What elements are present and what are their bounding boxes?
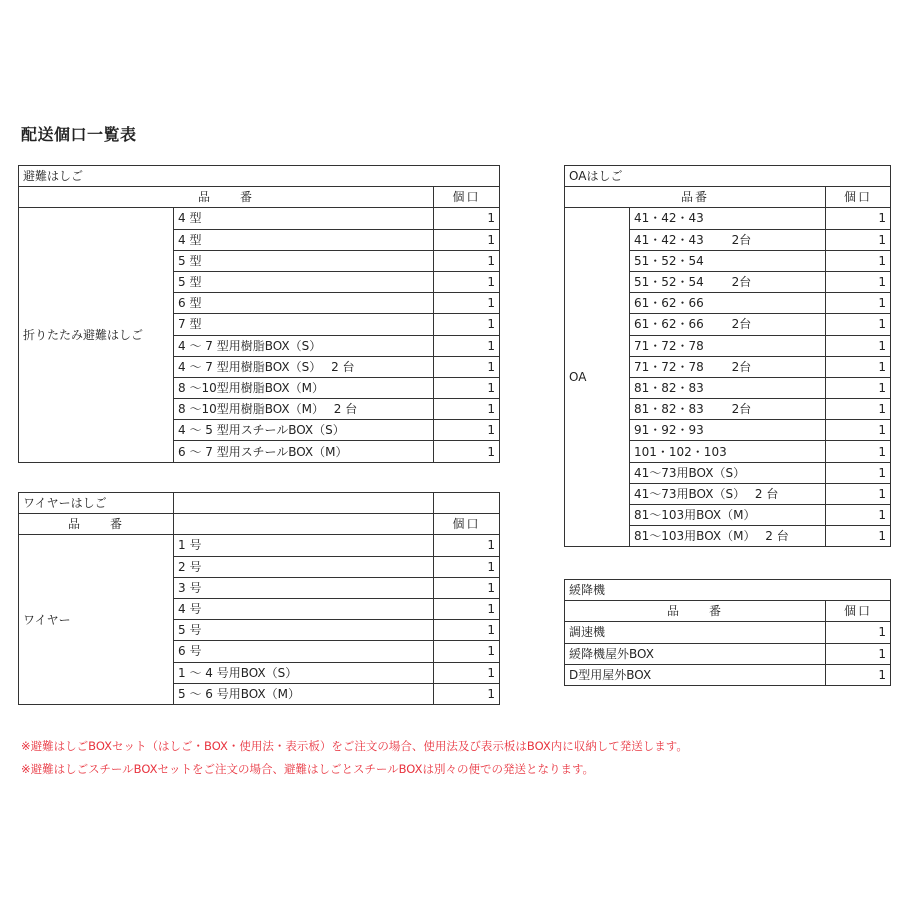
item-cell: 1 ～ 4 号用BOX（S） xyxy=(174,662,434,683)
qty-cell: 1 xyxy=(434,420,500,441)
qty-cell: 1 xyxy=(826,335,891,356)
empty-cell xyxy=(174,493,434,514)
item-cell: 8 ～10型用樹脂BOX（M） 2 台 xyxy=(174,399,434,420)
kankouki-table xyxy=(564,579,891,686)
item-cell: 4 号 xyxy=(174,598,434,619)
item-cell: 8 ～10型用樹脂BOX（M） xyxy=(174,377,434,398)
column-header-qty: 個口 xyxy=(826,187,891,208)
item-cell: 1 号 xyxy=(174,535,434,556)
qty-cell: 1 xyxy=(434,335,500,356)
item-cell: 5 ～ 6 号用BOX（M） xyxy=(174,683,434,704)
item-cell: 81・82・83 xyxy=(630,377,826,398)
item-cell: 101・102・103 xyxy=(630,441,826,462)
item-cell: 5 型 xyxy=(174,250,434,271)
item-cell: 61・62・66 2台 xyxy=(630,314,826,335)
item-cell: 91・92・93 xyxy=(630,420,826,441)
qty-cell: 1 xyxy=(434,662,500,683)
item-cell: 4 ～ 7 型用樹脂BOX（S） xyxy=(174,335,434,356)
empty-cell xyxy=(434,493,500,514)
group-label: OA xyxy=(565,208,630,547)
qty-cell: 1 xyxy=(826,208,891,229)
qty-cell: 1 xyxy=(434,377,500,398)
note-box-set: ※避難はしごBOXセット（はしご・BOX・使用法・表示板）をご注文の場合、使用法及び表示板はBOX内に収納して発送します。 xyxy=(21,739,688,753)
item-cell: 7 型 xyxy=(174,314,434,335)
item-cell: 41・42・43 2台 xyxy=(630,229,826,250)
table-row xyxy=(19,208,500,229)
table-row xyxy=(565,208,891,229)
qty-cell: 1 xyxy=(434,314,500,335)
group-label: ワイヤー xyxy=(19,535,174,705)
qty-cell: 1 xyxy=(434,683,500,704)
qty-cell: 1 xyxy=(826,483,891,504)
oa-ladder-table xyxy=(564,165,891,547)
item-cell: 緩降機屋外BOX xyxy=(565,643,826,664)
wire-ladder-table xyxy=(18,492,500,705)
qty-cell: 1 xyxy=(434,208,500,229)
section-title: 緩降機 xyxy=(565,580,891,601)
item-cell: 調速機 xyxy=(565,622,826,643)
qty-cell: 1 xyxy=(826,441,891,462)
qty-cell: 1 xyxy=(826,643,891,664)
item-cell: 41～73用BOX（S） 2 台 xyxy=(630,483,826,504)
qty-cell: 1 xyxy=(826,462,891,483)
qty-cell: 1 xyxy=(826,293,891,314)
qty-cell: 1 xyxy=(434,620,500,641)
column-header-qty: 個口 xyxy=(434,187,500,208)
qty-cell: 1 xyxy=(826,622,891,643)
hinanhashigo-table xyxy=(18,165,500,463)
item-cell: 6 型 xyxy=(174,293,434,314)
column-header-item: 品 番 xyxy=(19,514,174,535)
column-header-item: 品 番 xyxy=(19,187,434,208)
qty-cell: 1 xyxy=(826,505,891,526)
item-cell: 2 号 xyxy=(174,556,434,577)
item-cell: 71・72・78 2台 xyxy=(630,356,826,377)
section-title: 避難はしご xyxy=(19,166,500,187)
item-cell: 4 型 xyxy=(174,208,434,229)
qty-cell: 1 xyxy=(826,399,891,420)
item-cell: 4 ～ 5 型用スチールBOX（S） xyxy=(174,420,434,441)
qty-cell: 1 xyxy=(826,271,891,292)
qty-cell: 1 xyxy=(826,356,891,377)
item-cell: 51・52・54 2台 xyxy=(630,271,826,292)
qty-cell: 1 xyxy=(434,535,500,556)
item-cell: 81～103用BOX（M） 2 台 xyxy=(630,526,826,547)
item-cell: 81～103用BOX（M） xyxy=(630,505,826,526)
table-row xyxy=(565,643,891,664)
item-cell: D型用屋外BOX xyxy=(565,664,826,685)
empty-cell xyxy=(174,514,434,535)
qty-cell: 1 xyxy=(434,641,500,662)
item-cell: 4 型 xyxy=(174,229,434,250)
qty-cell: 1 xyxy=(826,377,891,398)
section-title: ワイヤーはしご xyxy=(19,493,174,514)
qty-cell: 1 xyxy=(434,441,500,462)
item-cell: 81・82・83 2台 xyxy=(630,399,826,420)
item-cell: 5 号 xyxy=(174,620,434,641)
qty-cell: 1 xyxy=(434,271,500,292)
qty-cell: 1 xyxy=(826,250,891,271)
column-header-qty: 個口 xyxy=(826,601,891,622)
item-cell: 41・42・43 xyxy=(630,208,826,229)
note-steel-box-set: ※避難はしごスチールBOXセットをご注文の場合、避難はしごとスチールBOXは別々の便での発送となります。 xyxy=(21,762,595,776)
table-row xyxy=(565,664,891,685)
qty-cell: 1 xyxy=(434,598,500,619)
qty-cell: 1 xyxy=(434,356,500,377)
qty-cell: 1 xyxy=(826,664,891,685)
table-row xyxy=(19,535,500,556)
qty-cell: 1 xyxy=(826,526,891,547)
column-header-item: 品番 xyxy=(565,187,826,208)
item-cell: 41～73用BOX（S） xyxy=(630,462,826,483)
qty-cell: 1 xyxy=(826,314,891,335)
qty-cell: 1 xyxy=(434,229,500,250)
column-header-qty: 個口 xyxy=(434,514,500,535)
section-title: OAはしご xyxy=(565,166,891,187)
item-cell: 5 型 xyxy=(174,271,434,292)
item-cell: 71・72・78 xyxy=(630,335,826,356)
qty-cell: 1 xyxy=(434,250,500,271)
qty-cell: 1 xyxy=(826,420,891,441)
item-cell: 6 号 xyxy=(174,641,434,662)
qty-cell: 1 xyxy=(826,229,891,250)
notes xyxy=(21,735,688,781)
qty-cell: 1 xyxy=(434,399,500,420)
item-cell: 3 号 xyxy=(174,577,434,598)
item-cell: 51・52・54 xyxy=(630,250,826,271)
qty-cell: 1 xyxy=(434,293,500,314)
qty-cell: 1 xyxy=(434,577,500,598)
qty-cell: 1 xyxy=(434,556,500,577)
item-cell: 4 ～ 7 型用樹脂BOX（S） 2 台 xyxy=(174,356,434,377)
group-label: 折りたたみ避難はしご xyxy=(19,208,174,462)
page-title: 配送個口一覧表 xyxy=(21,125,137,144)
item-cell: 61・62・66 xyxy=(630,293,826,314)
column-header-item: 品 番 xyxy=(565,601,826,622)
item-cell: 6 ～ 7 型用スチールBOX（M） xyxy=(174,441,434,462)
table-row xyxy=(565,622,891,643)
